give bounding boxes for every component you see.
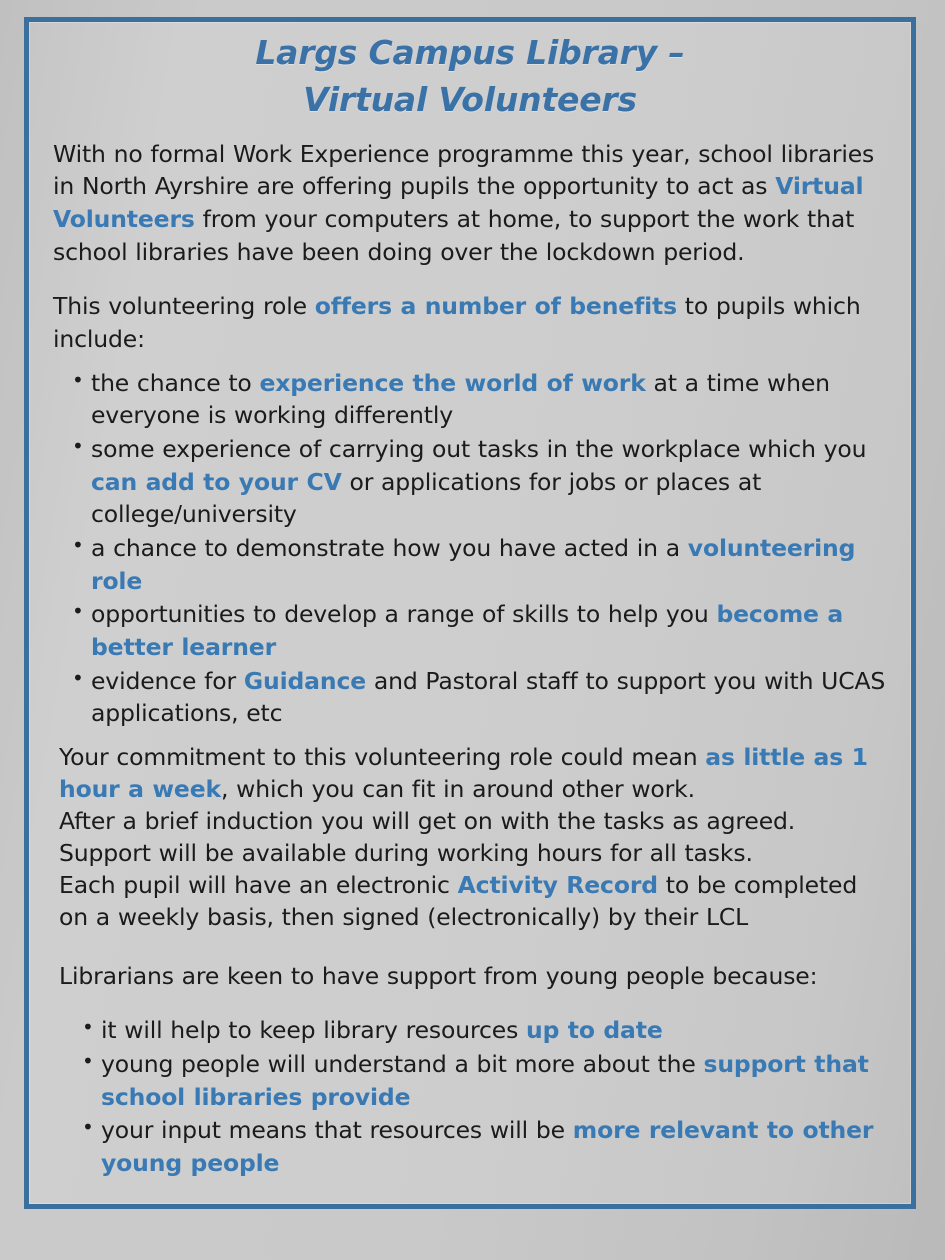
- commitment-line-4: [59, 870, 887, 934]
- intro-paragraph: [51, 138, 889, 269]
- list-item: [79, 1014, 887, 1047]
- bullet-part-1: some experience of carrying out tasks in the workplace which you: [91, 434, 867, 463]
- bullet-highlight: support that school libraries provide: [101, 1049, 869, 1111]
- commitment-line-2: After a brief induction you will get on with the tasks as agreed.: [59, 806, 796, 835]
- bullet-highlight: can add to your CV: [91, 467, 342, 496]
- slide-content: [29, 22, 911, 1204]
- bullet-part-1: a chance to demonstrate how you have acted in a: [91, 533, 688, 562]
- intro-highlight-virtual-volunteers: Virtual Volunteers: [53, 172, 864, 234]
- commitment-line-1: [59, 742, 887, 806]
- bullet-part-1: it will help to keep library resources: [101, 1016, 526, 1045]
- bullet-part-1: opportunities to develop a range of skills to help you: [91, 600, 717, 629]
- commitment-paragraph: [51, 742, 889, 934]
- benefits-intro-part-2: to pupils which include:: [53, 292, 861, 353]
- bullet-part-2: and Pastoral staff to support you with UCAS applications, etc: [91, 666, 886, 728]
- title-line-2: Virtual Volunteers: [303, 79, 637, 119]
- closing-intro-paragraph: [51, 960, 889, 993]
- bullet-part-1: your input means that resources will be: [101, 1116, 573, 1145]
- benefits-intro-paragraph: [51, 290, 889, 355]
- bullet-part-2: or applications for jobs or places at college/university: [91, 467, 762, 529]
- bullet-part-1: the chance to: [91, 368, 260, 397]
- page-title: [51, 30, 889, 124]
- commitment-highlight-hours: as little as 1 hour a week: [59, 742, 868, 803]
- spacer-before-closing-list: [51, 992, 889, 1014]
- benefits-bullet-list: [51, 367, 889, 730]
- commitment-part-2: , which you can fit in around other work.: [220, 774, 695, 803]
- list-item: [79, 1048, 887, 1113]
- intro-part-2: from your computers at home, to support the work that school libraries have been doing over the lockdown period.: [53, 205, 855, 266]
- list-item: [69, 367, 887, 432]
- commitment-part-1: Your commitment to this volunteering role could mean: [59, 742, 706, 771]
- title-line-1: Largs Campus Library –: [255, 33, 685, 72]
- commitment-line4-part-2: to be completed on a weekly basis, then signed (electronically) by their LCL: [59, 870, 858, 931]
- spacer-before-benefits-list: [51, 356, 889, 367]
- intro-part-1: With no formal Work Experience programme this year, school libraries in North Ayrshire are offering pupils the opportunity to act as: [53, 139, 875, 201]
- closing-bullet-list: [51, 1014, 889, 1179]
- bullet-highlight: Guidance: [243, 666, 367, 695]
- list-item: [79, 1114, 887, 1179]
- list-item: [69, 598, 887, 663]
- bullet-part-1: young people will understand a bit more about the: [101, 1049, 704, 1078]
- benefits-intro-text: [53, 290, 885, 355]
- commitment-line4-part-1: Each pupil will have an electronic: [59, 870, 458, 899]
- list-item: [69, 532, 887, 597]
- bullet-highlight: experience the world of work: [259, 368, 646, 397]
- bullet-highlight: volunteering role: [91, 533, 856, 595]
- commitment-line-3: Support will be available during working hours for all tasks.: [59, 838, 753, 867]
- bullet-part-1: evidence for: [91, 666, 244, 695]
- bullet-part-2: at a time when everyone is working differently: [91, 368, 830, 430]
- intro-text: [53, 138, 885, 269]
- closing-intro-text: Librarians are keen to have support from young people because:: [59, 961, 818, 990]
- slide-frame: [24, 17, 916, 1209]
- benefits-intro-highlight: offers a number of benefits: [314, 292, 677, 321]
- list-item: [69, 665, 887, 730]
- list-item: [69, 433, 887, 531]
- bullet-highlight: more relevant to other young people: [101, 1116, 874, 1177]
- bullet-highlight: become a better learner: [91, 600, 844, 661]
- spacer-before-commitment: [51, 731, 889, 742]
- benefits-intro-part-1: This volunteering role: [53, 292, 315, 321]
- commitment-highlight-activity-record: Activity Record: [457, 870, 658, 899]
- bullet-highlight: up to date: [525, 1016, 663, 1045]
- spacer-before-closing: [51, 934, 889, 960]
- spacer-after-intro: [51, 268, 889, 290]
